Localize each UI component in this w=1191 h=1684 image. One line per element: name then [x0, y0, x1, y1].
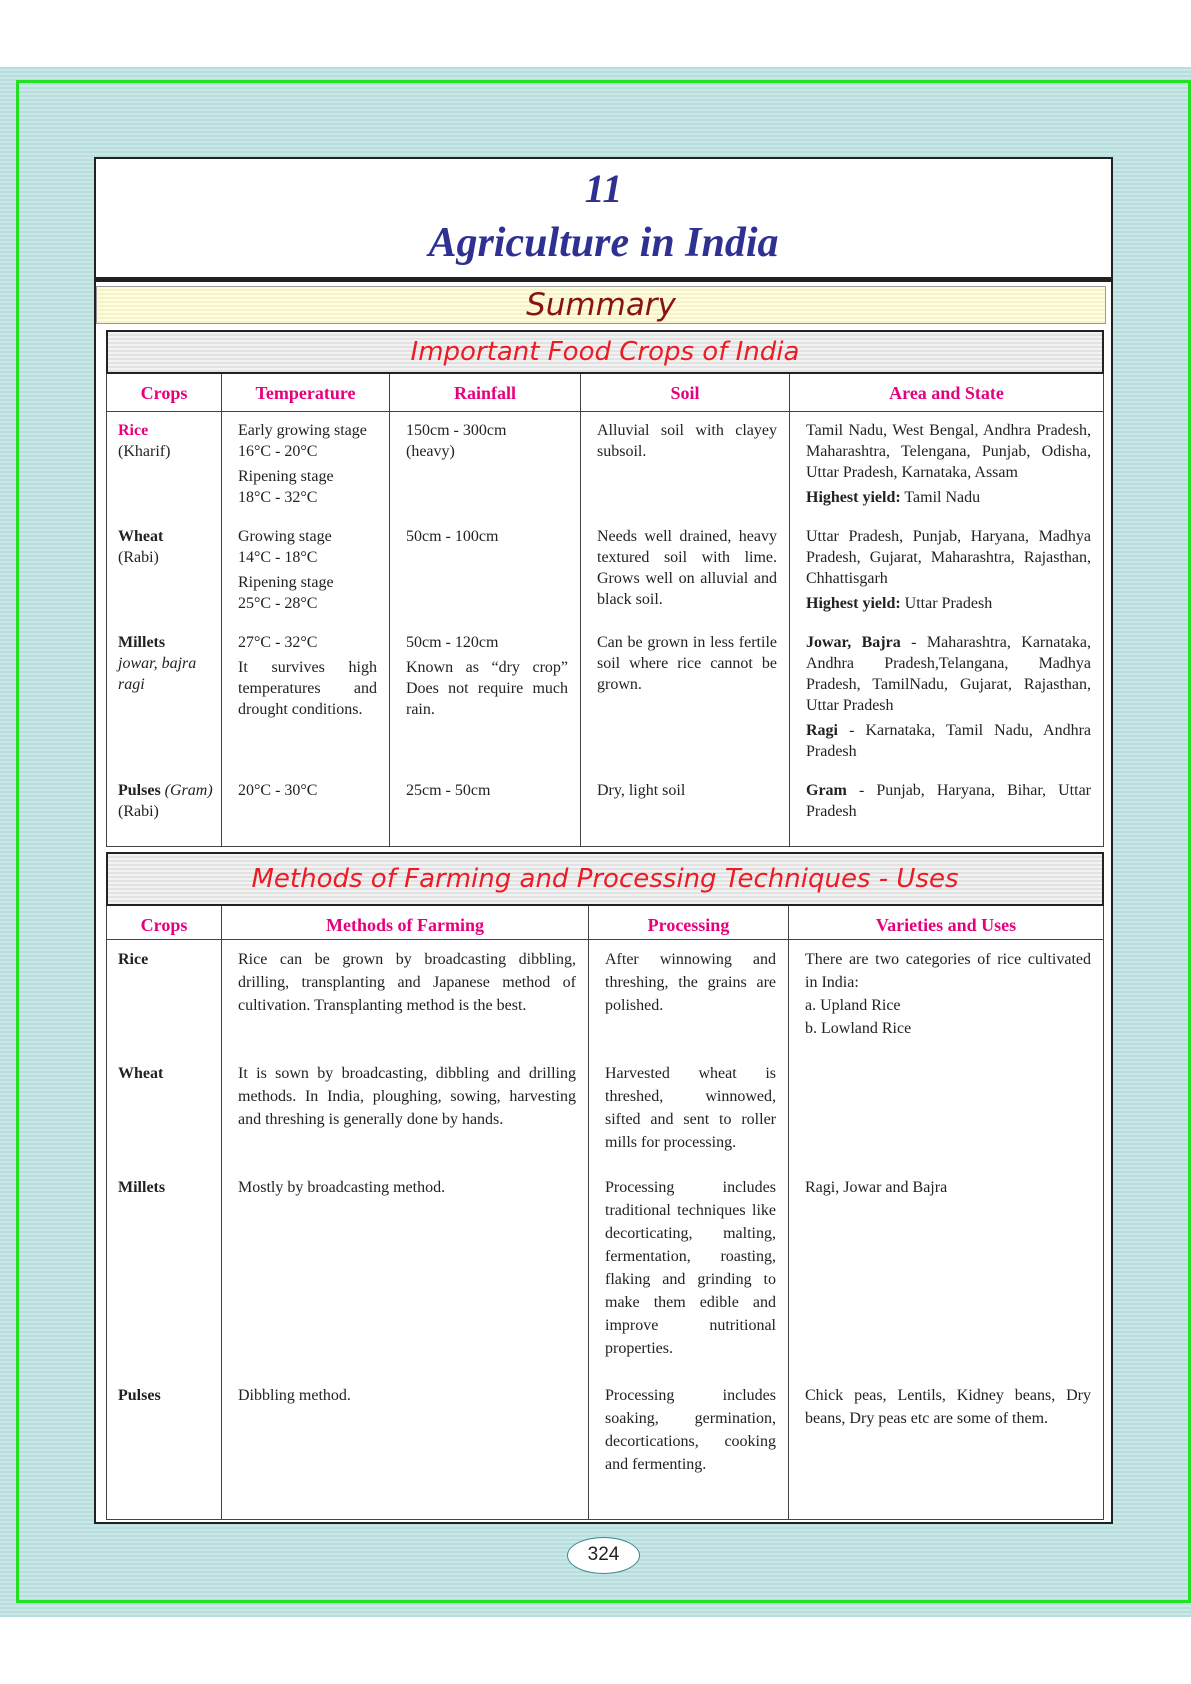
- paragraph: [605, 948, 776, 1017]
- crop-name: Wheat: [118, 1065, 164, 1082]
- processing-cell: [589, 1376, 789, 1519]
- text: Dry, light soil: [597, 782, 686, 799]
- crop-name: Rice: [118, 422, 149, 439]
- text: Mostly by broadcasting method.: [238, 1179, 446, 1196]
- crop-cell: [107, 624, 222, 772]
- crop-cell: [107, 940, 222, 1054]
- area-cell: [790, 412, 1103, 518]
- text: 50cm - 100cm: [406, 528, 499, 545]
- area-cell: [790, 624, 1103, 772]
- temperature-cell: [222, 772, 390, 846]
- paragraph: [597, 420, 777, 462]
- paragraph: [605, 1384, 776, 1476]
- crop-name: Rice: [118, 951, 149, 968]
- paragraph: [806, 780, 1091, 822]
- text: Known as “dry crop” Does not require much rain.: [406, 659, 568, 718]
- text: Tamil Nadu, West Bengal, Andhra Pradesh, Maharashtra, Telengana, Punjab, Odisha, Uttar Pradesh, Karnataka, Assam: [806, 422, 1091, 481]
- paragraph: [238, 780, 377, 801]
- paragraph: [605, 1062, 776, 1154]
- paragraph: [238, 657, 377, 720]
- text: 50cm - 120cm: [406, 634, 499, 651]
- column-header-soil: Soil: [581, 374, 790, 412]
- text: Rice can be grown by broadcasting dibbling, drilling, transplanting and Japanese method of cultivation. Transplanting method is the best.: [238, 951, 576, 1014]
- column-header-temperature: Temperature: [222, 374, 390, 412]
- text: Processing includes soaking, germination, decortications, cooking and fermenting.: [605, 1387, 776, 1473]
- text: Alluvial soil with clayey subsoil.: [597, 422, 777, 460]
- page-content: [94, 157, 1113, 1574]
- paragraph: [238, 632, 377, 653]
- text: Ripening stage 25°C - 28°C: [238, 574, 334, 612]
- methods-cell: [222, 940, 589, 1054]
- column-header-crops: Crops: [107, 374, 222, 412]
- chapter-number: 11: [584, 166, 623, 211]
- paragraph: [406, 780, 568, 801]
- rainfall-cell: [390, 772, 581, 846]
- methods-cell: [222, 1054, 589, 1168]
- text: It is sown by broadcasting, dibbling and drilling methods. In India, ploughing, sowing, harvesting and threshing is generally done by hands.: [238, 1065, 576, 1128]
- crop-cell: [107, 772, 222, 846]
- paragraph: [806, 420, 1091, 483]
- uses-cell: [789, 940, 1103, 1054]
- paragraph: [805, 1384, 1091, 1430]
- paragraph: [238, 1062, 576, 1131]
- paragraph: [238, 1176, 576, 1199]
- page-number: 324: [567, 1537, 640, 1574]
- chapter-summary-box: [94, 157, 1113, 1524]
- paragraph: [806, 593, 1091, 614]
- paragraph: [806, 526, 1091, 589]
- text: After winnowing and threshing, the grains are polished.: [605, 951, 776, 1014]
- uses-cell: [789, 1054, 1103, 1168]
- paragraph: [805, 948, 1091, 1040]
- soil-cell: [581, 772, 790, 846]
- processing-cell: [589, 940, 789, 1054]
- text: Uttar Pradesh: [900, 595, 993, 612]
- rainfall-cell: [390, 624, 581, 772]
- paragraph: [238, 526, 377, 568]
- crop-name: Millets: [118, 634, 166, 651]
- uses-cell: [789, 1168, 1103, 1376]
- food-crops-heading: Important Food Crops of India: [106, 330, 1104, 374]
- text: 27°C - 32°C: [238, 634, 318, 651]
- text: Harvested wheat is threshed, winnowed, sifted and sent to roller mills for processing.: [605, 1065, 776, 1151]
- crop-name: Pulses: [118, 1387, 161, 1404]
- crop-cell: [107, 1376, 222, 1519]
- text: Needs well drained, heavy textured soil with lime. Grows well on alluvial and black soil.: [597, 528, 777, 608]
- text: - Punjab, Haryana, Bihar, Uttar Pradesh: [806, 782, 1091, 820]
- soil-cell: [581, 624, 790, 772]
- temperature-cell: [222, 518, 390, 624]
- text: Growing stage 14°C - 18°C: [238, 528, 332, 566]
- text: Chick peas, Lentils, Kidney beans, Dry beans, Dry peas etc are some of them.: [805, 1387, 1091, 1427]
- chapter-header: [96, 159, 1111, 282]
- paragraph: [806, 720, 1091, 762]
- bold-label: Jowar, Bajra: [806, 634, 901, 651]
- crop-name: Wheat: [118, 528, 164, 545]
- text: 150cm - 300cm (heavy): [406, 422, 507, 460]
- paragraph: [597, 526, 777, 610]
- paragraph: [597, 632, 777, 695]
- bold-label: Highest yield:: [806, 489, 901, 506]
- processing-cell: [589, 1168, 789, 1376]
- methods-cell: [222, 1376, 589, 1519]
- paragraph: [406, 526, 568, 547]
- methods-table: [106, 906, 1104, 1520]
- paragraph: [805, 1176, 1091, 1199]
- crop-note: (Gram): [160, 782, 213, 799]
- processing-cell: [589, 1054, 789, 1168]
- paragraph: [238, 572, 377, 614]
- paragraph: [806, 632, 1091, 716]
- chapter-title: Agriculture in India: [428, 220, 779, 266]
- temperature-cell: [222, 412, 390, 518]
- text: Uttar Pradesh, Punjab, Haryana, Madhya Pradesh, Gujarat, Maharashtra, Rajasthan, Chhattisgarh: [806, 528, 1091, 587]
- text: There are two categories of rice cultivated in India: a. Upland Rice b. Lowland Rice: [805, 951, 1091, 1037]
- rainfall-cell: [390, 412, 581, 518]
- crop-cell: [107, 1168, 222, 1376]
- paragraph: [605, 1176, 776, 1360]
- column-header-rainfall: Rainfall: [390, 374, 581, 412]
- methods-heading: Methods of Farming and Processing Techniques - Uses: [106, 852, 1104, 906]
- bold-label: Ragi: [806, 722, 838, 739]
- paragraph: [238, 1384, 576, 1407]
- crop-name: Millets: [118, 1179, 166, 1196]
- crop-name: Pulses: [118, 782, 161, 799]
- paragraph: [238, 420, 377, 462]
- crop-cell: [107, 518, 222, 624]
- area-cell: [790, 518, 1103, 624]
- text: Ripening stage 18°C - 32°C: [238, 468, 334, 506]
- crop-cell: [107, 412, 222, 518]
- text: Early growing stage 16°C - 20°C: [238, 422, 367, 460]
- rainfall-cell: [390, 518, 581, 624]
- crop-cell: [107, 1054, 222, 1168]
- temperature-cell: [222, 624, 390, 772]
- paragraph: [597, 780, 777, 801]
- text: 25cm - 50cm: [406, 782, 491, 799]
- column-header-area-and-state: Area and State: [790, 374, 1103, 412]
- text: Tamil Nadu: [900, 489, 981, 506]
- text: - Karnataka, Tamil Nadu, Andhra Pradesh: [806, 722, 1091, 760]
- crop-season: (Rabi): [118, 549, 159, 566]
- area-cell: [790, 772, 1103, 846]
- text: 20°C - 30°C: [238, 782, 318, 799]
- crop-varieties: jowar, bajra ragi: [118, 655, 197, 693]
- paragraph: [238, 466, 377, 508]
- text: Can be grown in less fertile soil where rice cannot be grown.: [597, 634, 777, 693]
- soil-cell: [581, 412, 790, 518]
- text: Ragi, Jowar and Bajra: [805, 1179, 948, 1196]
- text: Processing includes traditional techniques like decorticating, malting, fermentation, roasting, flaking and grinding to make them edible and improve nutritional properties.: [605, 1179, 776, 1357]
- text: It survives high temperatures and drought conditions.: [238, 659, 377, 718]
- paragraph: [806, 487, 1091, 508]
- crop-season: (Rabi): [118, 803, 159, 820]
- paragraph: [238, 948, 576, 1017]
- paragraph: [406, 657, 568, 720]
- column-header-processing: Processing: [589, 906, 789, 940]
- paragraph: [406, 420, 568, 462]
- food-crops-table: [106, 374, 1104, 847]
- summary-banner: Summary: [96, 286, 1106, 324]
- uses-cell: [789, 1376, 1103, 1519]
- soil-cell: [581, 518, 790, 624]
- column-header-crops: Crops: [107, 906, 222, 940]
- text: - Maharashtra, Karnataka, Andhra Pradesh,Telangana, Madhya Pradesh, TamilNadu, Gujarat, Rajasthan, Uttar Pradesh: [806, 634, 1091, 714]
- text: Dibbling method.: [238, 1387, 351, 1404]
- paragraph: [406, 632, 568, 653]
- bold-label: Gram: [806, 782, 847, 799]
- column-header-varieties-and-uses: Varieties and Uses: [789, 906, 1103, 940]
- methods-cell: [222, 1168, 589, 1376]
- bold-label: Highest yield:: [806, 595, 901, 612]
- column-header-methods-of-farming: Methods of Farming: [222, 906, 589, 940]
- crop-season: (Kharif): [118, 443, 171, 460]
